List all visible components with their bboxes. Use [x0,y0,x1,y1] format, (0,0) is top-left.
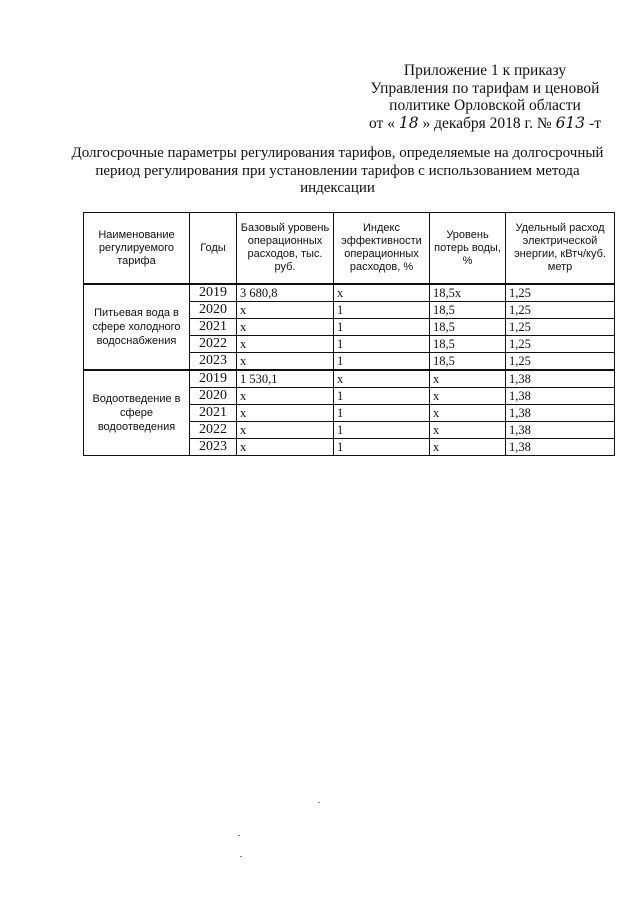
appendix-line-1: Приложение 1 к приказу [403,62,567,79]
base-opex-cell: х [237,336,334,353]
appendix-line-3: политике Орловской области [389,97,581,114]
energy-consumption-cell: 1,25 [506,284,615,302]
energy-consumption-cell: 1,38 [506,439,615,456]
year-cell: 2021 [190,319,237,336]
table-row [84,370,615,388]
energy-consumption-cell: 1,25 [506,336,615,353]
header-tariff-name: Наименование регулируемого тарифа [84,213,190,285]
order-number-suffix: -т [589,114,601,132]
water-loss-cell: х [430,388,506,405]
efficiency-index-cell: 1 [334,302,430,319]
tariff-name-cell: Водоотведение в сфере водоотведения [84,370,190,456]
energy-consumption-cell: 1,38 [506,422,615,439]
header-efficiency-index: Индекс эффективности операционных расходов, % [334,213,430,285]
title-line-3: индексации [300,180,375,196]
efficiency-index-cell: х [334,370,430,388]
efficiency-index-cell: 1 [334,319,430,336]
efficiency-index-cell: 1 [334,439,430,456]
efficiency-index-cell: 1 [334,388,430,405]
table-header-row [84,213,615,285]
energy-consumption-cell: 1,25 [506,319,615,336]
water-loss-cell: 18,5 [430,353,506,371]
year-cell: 2020 [190,388,237,405]
base-opex-cell: 1 530,1 [237,370,334,388]
appendix-header [360,62,610,132]
energy-consumption-cell: 1,38 [506,405,615,422]
base-opex-cell: 3 680,8 [237,284,334,302]
year-cell: 2020 [190,302,237,319]
header-base-opex: Базовый уровень операционных расходов, тыс. руб. [237,213,334,285]
water-loss-cell: 18,5 [430,302,506,319]
tariff-parameters-table [83,212,615,456]
order-day-handwritten: 18 [398,113,419,132]
header-energy-consumption: Удельный расход электрической энергии, кВтч/куб. метр [506,213,615,285]
year-cell: 2019 [190,370,237,388]
water-loss-cell: х [430,370,506,388]
energy-consumption-cell: 1,38 [506,370,615,388]
scan-speck [318,802,320,803]
year-cell: 2023 [190,353,237,371]
base-opex-cell: х [237,302,334,319]
water-loss-cell: х [430,405,506,422]
water-loss-cell: 18,5 [430,319,506,336]
appendix-line-2: Управления по тарифам и ценовой [370,79,600,97]
title-line-1: Долгосрочные параметры регулирования тарифов, определяемые на долгосрочный [71,145,604,161]
energy-consumption-cell: 1,25 [506,302,615,319]
table-row [84,284,615,302]
base-opex-cell: х [237,319,334,336]
efficiency-index-cell: 1 [334,422,430,439]
water-loss-cell: 18,5х [430,284,506,302]
tariff-name-cell: Питьевая вода в сфере холодного водоснабжения [84,284,190,370]
base-opex-cell: х [237,439,334,456]
header-years: Годы [190,213,237,285]
document-title [70,145,605,198]
scan-speck [238,835,240,836]
year-cell: 2022 [190,336,237,353]
year-cell: 2023 [190,439,237,456]
efficiency-index-cell: 1 [334,353,430,371]
year-cell: 2022 [190,422,237,439]
base-opex-cell: х [237,388,334,405]
water-loss-cell: х [430,439,506,456]
base-opex-cell: х [237,422,334,439]
water-loss-cell: 18,5 [430,336,506,353]
efficiency-index-cell: х [334,284,430,302]
scan-speck [240,856,242,857]
year-cell: 2019 [190,284,237,302]
appendix-line-4 [360,115,610,133]
efficiency-index-cell: 1 [334,336,430,353]
base-opex-cell: х [237,353,334,371]
base-opex-cell: х [237,405,334,422]
order-number-handwritten: 613 [555,113,586,132]
order-date-middle: » декабря 2018 г. № [422,114,552,132]
year-cell: 2021 [190,405,237,422]
efficiency-index-cell: 1 [334,405,430,422]
order-date-prefix: от « [369,114,395,132]
energy-consumption-cell: 1,25 [506,353,615,371]
title-line-2: период регулирования при установлении тарифов с использованием метода [95,162,580,179]
energy-consumption-cell: 1,38 [506,388,615,405]
water-loss-cell: х [430,422,506,439]
header-water-loss: Уровень потерь воды, % [430,213,506,285]
